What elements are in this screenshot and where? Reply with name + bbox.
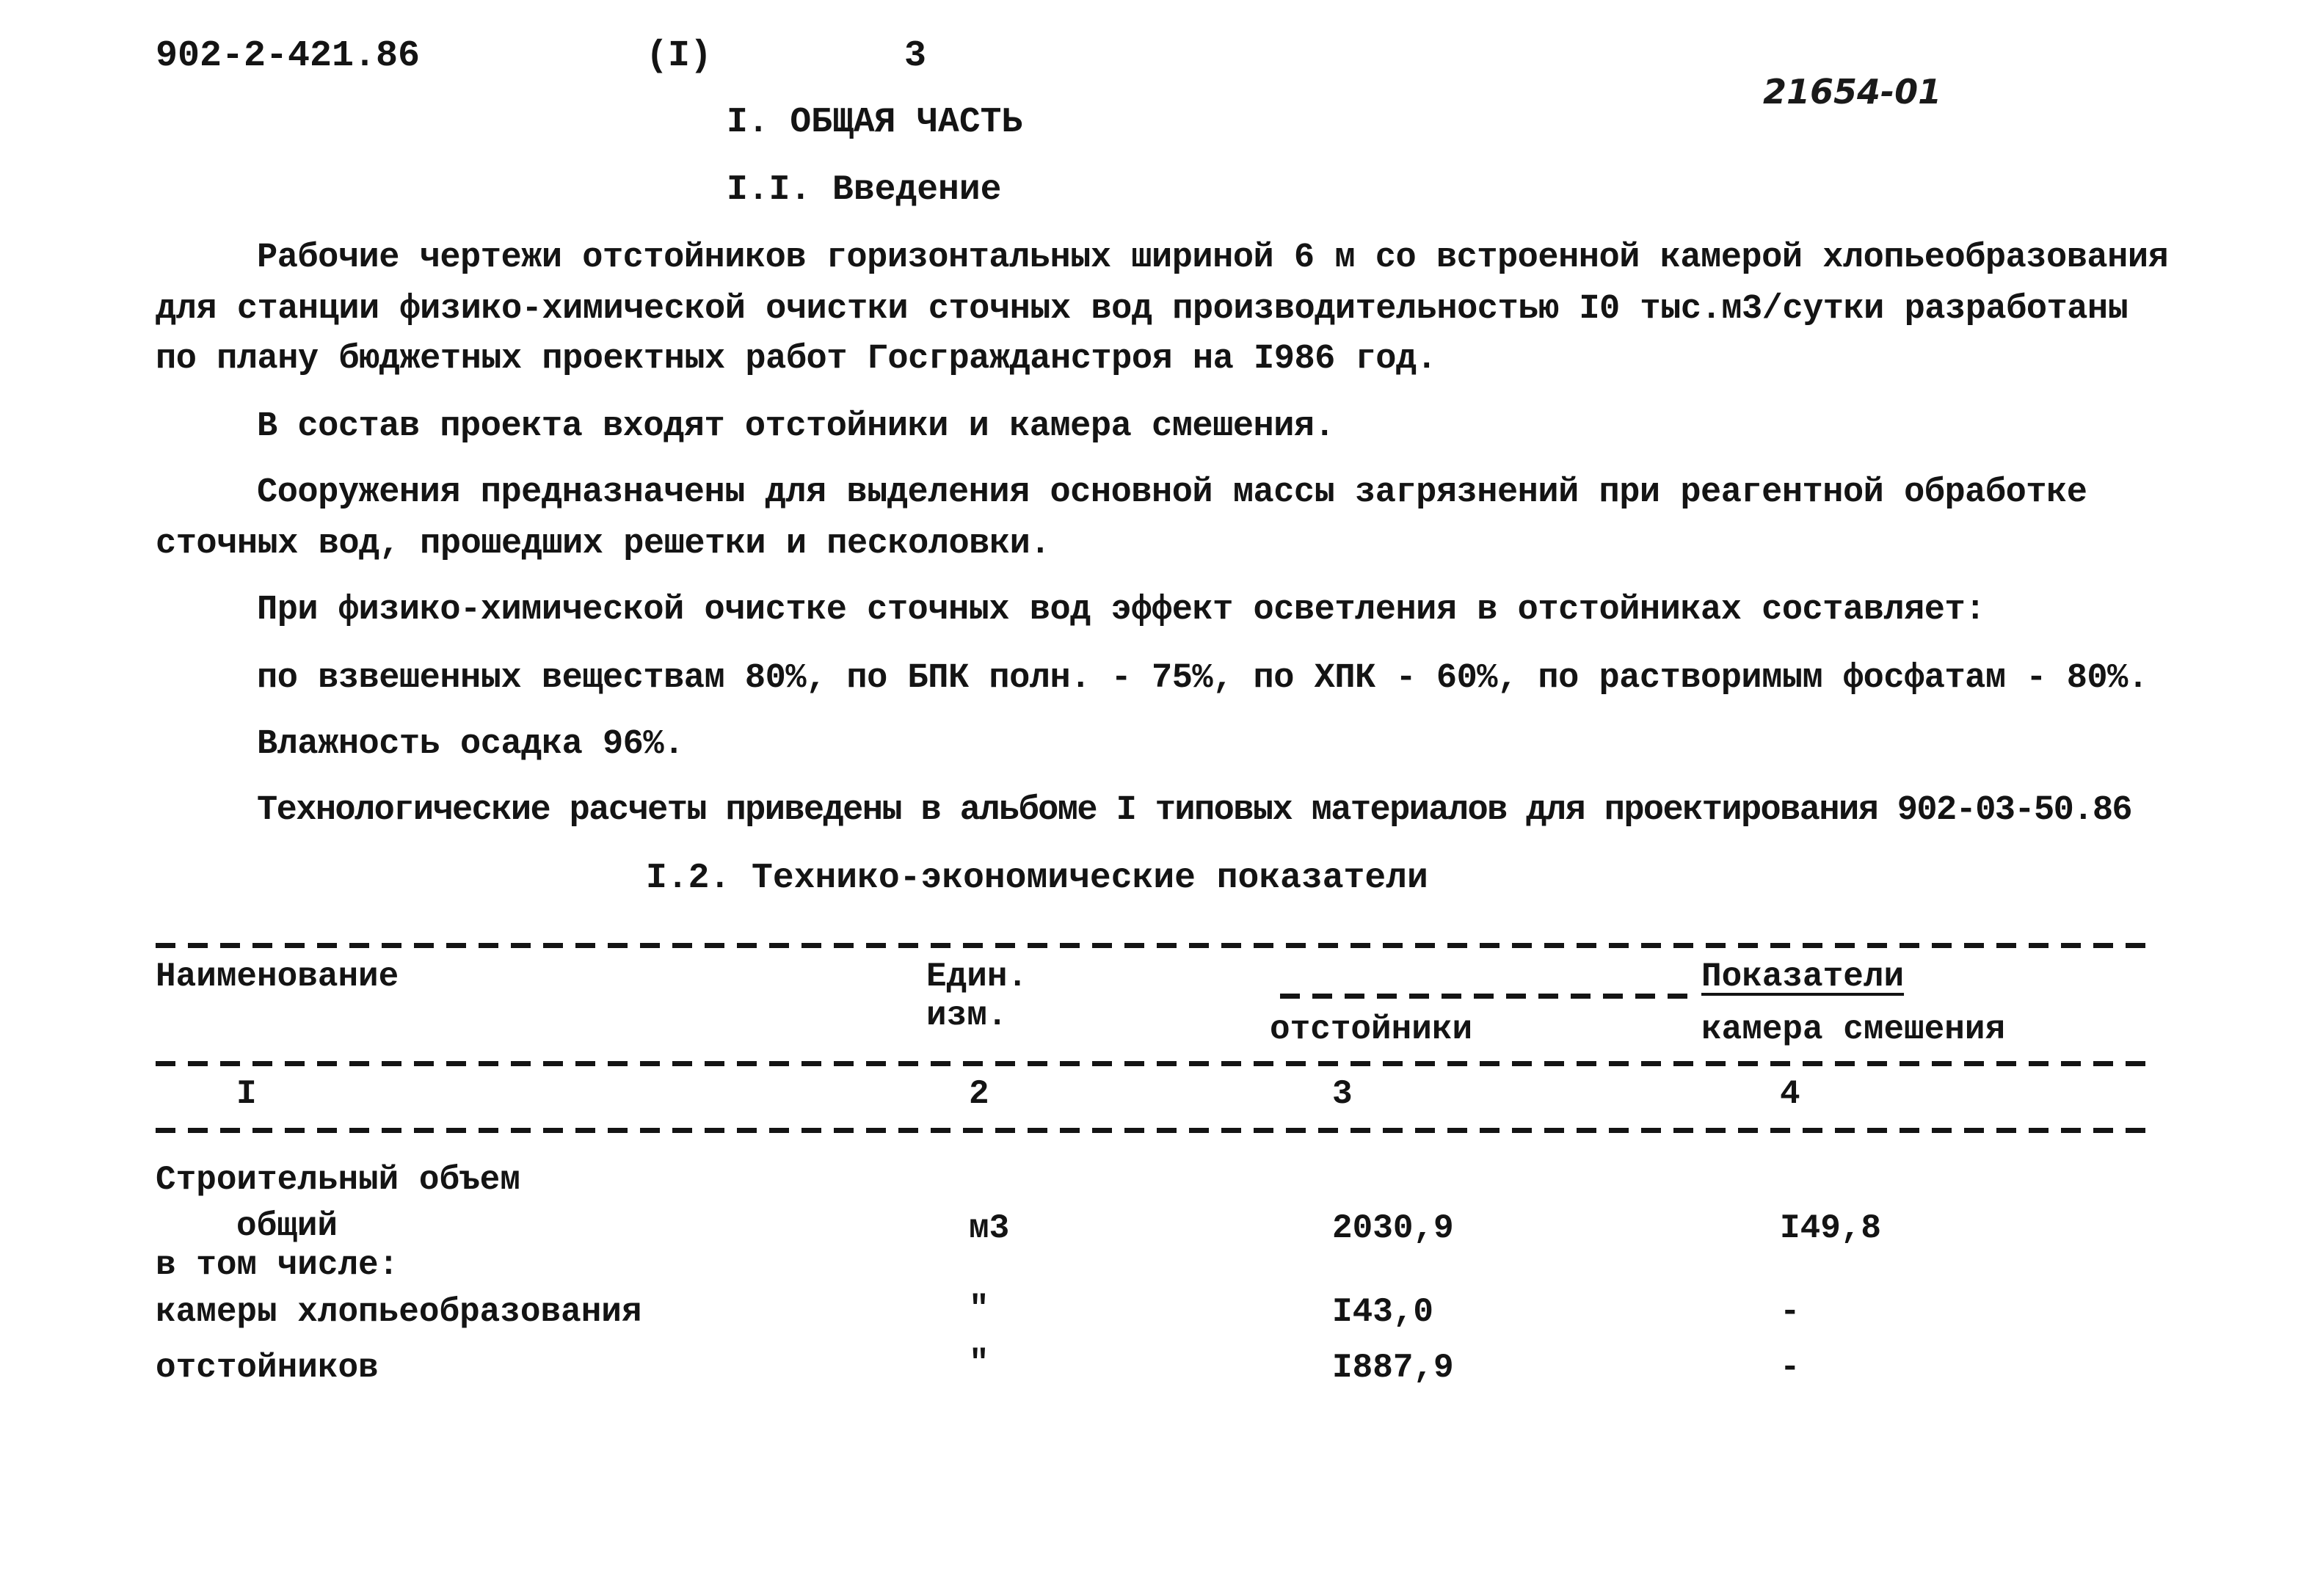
table-row-unit: " xyxy=(969,1290,989,1328)
table-rule xyxy=(156,943,2152,948)
column-header-settlers: отстойники xyxy=(1270,1010,1473,1049)
table-row-settlers: 2030,9 xyxy=(1332,1209,1454,1247)
table-row-name: отстойников xyxy=(156,1349,379,1387)
subsection-indicators-title: I.2. Технико-экономические показатели xyxy=(646,859,1428,898)
table-group-rule xyxy=(1280,994,1698,999)
paragraph-line: Технологические расчеты приведены в альбоме I типовых материалов для проектирования 902-03-50.86 xyxy=(257,791,2132,830)
page-number: 3 xyxy=(904,35,927,77)
column-group-header: Показатели xyxy=(1701,958,1905,996)
column-number: I xyxy=(236,1075,257,1113)
column-header-name: Наименование xyxy=(156,958,399,996)
table-row-name: Строительный объем xyxy=(156,1161,520,1199)
document-code: 902-2-421.86 xyxy=(156,35,421,77)
column-header-unit-2: изм. xyxy=(926,996,1008,1035)
paragraph-line: Сооружения предназначены для выделения основной массы загрязнений при реагентной обработке xyxy=(257,473,2087,512)
table-row-name: камеры хлопьеобразования xyxy=(156,1293,642,1331)
table-row-mixer: - xyxy=(1780,1293,1800,1331)
paragraph-line: Рабочие чертежи отстойников горизонтальных шириной 6 м со встроенной камерой хлопьеобразования xyxy=(257,238,2169,277)
table-rule xyxy=(156,1128,2152,1133)
table-row-unit: м3 xyxy=(969,1209,1010,1247)
paragraph-line: для станции физико-химической очистки сточных вод производительностью I0 тыс.м3/сутки разработаны xyxy=(156,290,2129,329)
table-row-name: в том числе: xyxy=(156,1246,399,1284)
column-header-mixer: камера смешения xyxy=(1701,1010,2006,1049)
inventory-number: 21654-01 xyxy=(1763,72,1942,112)
paragraph-line: по взвешенных веществам 80%, по БПК полн. - 75%, по ХПК - 60%, по растворимым фосфатам - 80%. xyxy=(257,659,2148,698)
column-number: 3 xyxy=(1332,1075,1353,1113)
table-row-mixer: - xyxy=(1780,1349,1800,1387)
section-title: I. ОБЩАЯ ЧАСТЬ xyxy=(727,103,1023,142)
table-rule xyxy=(156,1061,2152,1066)
table-row-mixer: I49,8 xyxy=(1780,1209,1882,1247)
table-row-settlers: I43,0 xyxy=(1332,1293,1434,1331)
paragraph-line: сточных вод, прошедших решетки и песколовки. xyxy=(156,525,1051,564)
table-row-name: общий xyxy=(236,1207,338,1245)
column-header-unit: Един. xyxy=(926,958,1028,996)
subsection-intro-title: I.I. Введение xyxy=(727,170,1002,210)
table-row-settlers: I887,9 xyxy=(1332,1349,1454,1387)
volume-number: (I) xyxy=(646,35,713,77)
paragraph-line: При физико-химической очистке сточных вод эффект осветления в отстойниках составляет: xyxy=(257,591,1985,630)
column-number: 4 xyxy=(1780,1075,1800,1113)
paragraph-line: по плану бюджетных проектных работ Госгражданстроя на I986 год. xyxy=(156,340,1437,379)
paragraph-line: В состав проекта входят отстойники и камера смешения. xyxy=(257,407,1335,446)
column-number: 2 xyxy=(969,1075,989,1113)
table-row-unit: " xyxy=(969,1344,989,1382)
paragraph-line: Влажность осадка 96%. xyxy=(257,725,684,764)
